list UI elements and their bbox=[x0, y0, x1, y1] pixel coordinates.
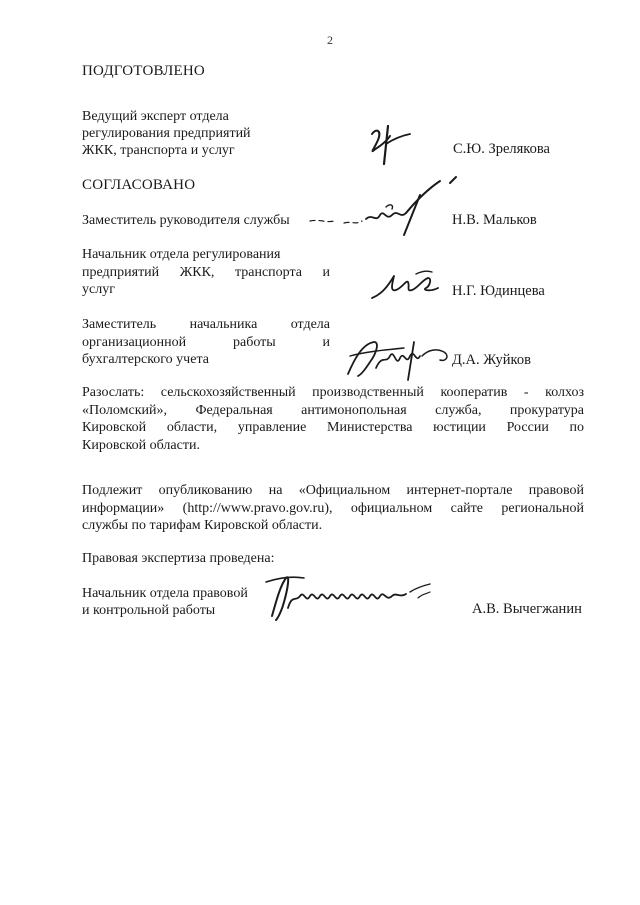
legal-review-signature bbox=[258, 568, 438, 628]
publication-line-1: Подлежит опубликованию на «Официальном интернет-портале правовой bbox=[82, 483, 584, 498]
signatory-3-position-line-2: организационной работы и bbox=[82, 334, 330, 350]
signatory-1-signature bbox=[300, 175, 470, 245]
distribution-line-4: Кировской области. bbox=[82, 437, 200, 453]
distribution-line-2: «Поломский», Федеральная антимонопольная служба, прокуратура bbox=[82, 402, 584, 418]
signatory-2-signature bbox=[368, 266, 458, 306]
legal-review-position bbox=[82, 585, 248, 619]
distribution-line-1: Разослать: сельскохозяйственный производственный кооператив - колхоз bbox=[82, 385, 584, 400]
prepared-position-line-3: ЖКК, транспорта и услуг bbox=[82, 143, 235, 158]
signatory-3-position-line-3: бухгалтерского учета bbox=[82, 352, 209, 367]
prepared-position bbox=[82, 108, 251, 159]
signatory-2-position-line-1: Начальник отдела регулирования bbox=[82, 247, 281, 262]
signatory-2-position-line-3: услуг bbox=[82, 282, 115, 297]
distribution-line-3: Кировской области, управление Министерства юстиции России по bbox=[82, 420, 584, 435]
legal-review-name: А.В. Вычегжанин bbox=[472, 601, 582, 617]
legal-review-position-line-1: Начальник отдела правовой bbox=[82, 586, 248, 601]
publication-line-3: службы по тарифам Кировской области. bbox=[82, 518, 323, 533]
distribution-paragraph bbox=[82, 384, 584, 454]
signatory-3-signature bbox=[340, 334, 460, 384]
prepared-position-line-1: Ведущий эксперт отдела bbox=[82, 109, 229, 124]
signatory-2-position bbox=[82, 246, 330, 299]
publication-paragraph bbox=[82, 482, 584, 535]
signatory-2-name: Н.Г. Юдинцева bbox=[452, 283, 545, 299]
prepared-heading: ПОДГОТОВЛЕНО bbox=[82, 63, 205, 79]
agreed-heading: СОГЛАСОВАНО bbox=[82, 177, 196, 193]
signatory-2-position-line-2: предприятий ЖКК, транспорта и bbox=[82, 264, 330, 280]
signatory-3-position bbox=[82, 316, 330, 369]
prepared-name: С.Ю. Зрелякова bbox=[453, 141, 550, 157]
legal-review-statement: Правовая экспертиза проведена: bbox=[82, 551, 275, 566]
signatory-1-position: Заместитель руководителя службы bbox=[82, 213, 290, 228]
prepared-position-line-2: регулирования предприятий bbox=[82, 126, 251, 141]
signatory-3-name: Д.А. Жуйков bbox=[452, 352, 531, 368]
publication-line-2: информации» (http://www.pravo.gov.ru), официальном сайте региональной bbox=[82, 500, 584, 516]
legal-review-position-line-2: и контрольной работы bbox=[82, 603, 216, 618]
prepared-signature bbox=[360, 120, 420, 170]
page-number: 2 bbox=[327, 33, 333, 47]
signatory-1-name: Н.В. Мальков bbox=[452, 212, 537, 228]
signatory-3-position-line-1: Заместитель начальника отдела bbox=[82, 317, 330, 332]
